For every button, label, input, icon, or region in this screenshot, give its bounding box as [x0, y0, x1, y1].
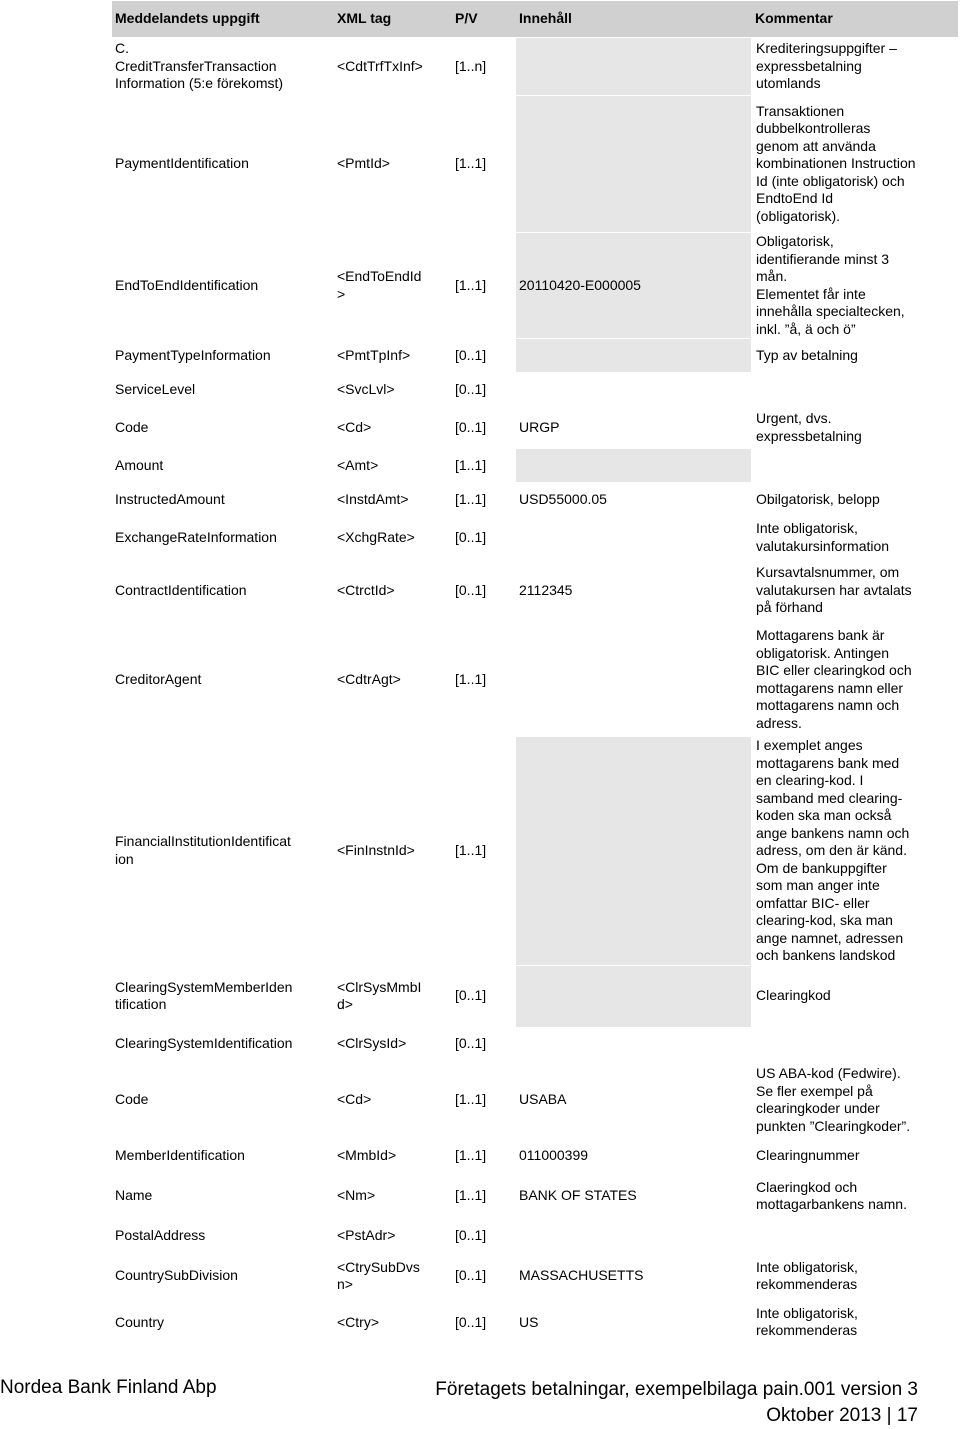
- cell-comment: Inte obligatorisk, rekommenderas: [752, 1253, 958, 1299]
- cell-pv: [0..1]: [452, 339, 516, 373]
- cell-content: BANK OF STATES: [516, 1173, 752, 1219]
- cell-field: EndToEndIdentification: [112, 233, 334, 339]
- cell-xml-tag: <Cd>: [334, 1061, 452, 1139]
- cell-content: 011000399: [516, 1139, 752, 1173]
- cell-field: CreditorAgent: [112, 623, 334, 737]
- cell-xml-tag: <Ctry>: [334, 1299, 452, 1345]
- cell-comment: [752, 449, 958, 483]
- cell-comment: Urgent, dvs. expressbetalning: [752, 407, 958, 449]
- table-row: [112, 1173, 958, 1219]
- header-comment: Kommentar: [752, 1, 958, 38]
- table-row: [112, 373, 958, 407]
- cell-comment: Typ av betalning: [752, 339, 958, 373]
- cell-xml-tag: <ClrSysMmbI d>: [334, 965, 452, 1027]
- cell-pv: [1..1]: [452, 233, 516, 339]
- cell-content: 2112345: [516, 559, 752, 623]
- cell-content: US: [516, 1299, 752, 1345]
- footer-bank-name: Nordea Bank Finland Abp: [0, 1377, 217, 1398]
- footer-document-info: [435, 1377, 918, 1429]
- cell-comment: Clearingnummer: [752, 1139, 958, 1173]
- cell-field: PaymentIdentification: [112, 96, 334, 233]
- cell-content: URGP: [516, 407, 752, 449]
- table-row: [112, 965, 958, 1027]
- cell-pv: [1..1]: [452, 1173, 516, 1219]
- cell-comment: [752, 373, 958, 407]
- cell-field: Code: [112, 1061, 334, 1139]
- cell-comment: Krediteringsuppgifter – expressbetalning utomlands: [752, 38, 958, 96]
- table-row: [112, 407, 958, 449]
- cell-content: [516, 737, 752, 966]
- table-row: [112, 1061, 958, 1139]
- cell-field: Amount: [112, 449, 334, 483]
- cell-pv: [0..1]: [452, 1253, 516, 1299]
- cell-xml-tag: <Cd>: [334, 407, 452, 449]
- cell-field: Country: [112, 1299, 334, 1345]
- cell-xml-tag: <PmtId>: [334, 96, 452, 233]
- cell-xml-tag: <PmtTpInf>: [334, 339, 452, 373]
- cell-field: Code: [112, 407, 334, 449]
- table-row: [112, 517, 958, 559]
- cell-comment: Inte obligatorisk, valutakursinformation: [752, 517, 958, 559]
- cell-field: ClearingSystemMemberIden tification: [112, 965, 334, 1027]
- header-xml-tag: XML tag: [334, 1, 452, 38]
- cell-content: [516, 1027, 752, 1061]
- cell-comment: Obilgatorisk, belopp: [752, 483, 958, 517]
- cell-pv: [1..1]: [452, 1139, 516, 1173]
- table-row: [112, 1027, 958, 1061]
- cell-pv: [1..1]: [452, 737, 516, 966]
- table-body: [112, 38, 958, 1346]
- cell-pv: [1..1]: [452, 449, 516, 483]
- cell-field: ContractIdentification: [112, 559, 334, 623]
- footer-title: Företagets betalningar, exempelbilaga pain.001 version 3: [435, 1379, 918, 1400]
- cell-content: MASSACHUSETTS: [516, 1253, 752, 1299]
- table-row: [112, 559, 958, 623]
- cell-comment: Obligatorisk, identifierande minst 3 mån. Elementet får inte innehålla specialtecken, inkl. ”å, ä och ö”: [752, 233, 958, 339]
- table-row: [112, 339, 958, 373]
- table-row: [112, 1219, 958, 1253]
- cell-xml-tag: <Nm>: [334, 1173, 452, 1219]
- cell-content: [516, 96, 752, 233]
- cell-xml-tag: <CdtrAgt>: [334, 623, 452, 737]
- cell-xml-tag: <CdtTrfTxInf>: [334, 38, 452, 96]
- cell-pv: [1..1]: [452, 483, 516, 517]
- cell-comment: [752, 1219, 958, 1253]
- cell-pv: [0..1]: [452, 373, 516, 407]
- cell-content: [516, 965, 752, 1027]
- cell-pv: [0..1]: [452, 1219, 516, 1253]
- cell-field: ServiceLevel: [112, 373, 334, 407]
- cell-xml-tag: <SvcLvl>: [334, 373, 452, 407]
- cell-field: MemberIdentification: [112, 1139, 334, 1173]
- cell-content: [516, 373, 752, 407]
- header-content: Innehåll: [516, 1, 752, 38]
- cell-content: USD55000.05: [516, 483, 752, 517]
- cell-comment: Kursavtalsnummer, om valutakursen har avtalats på förhand: [752, 559, 958, 623]
- cell-pv: [0..1]: [452, 559, 516, 623]
- cell-field: PaymentTypeInformation: [112, 339, 334, 373]
- cell-field: PostalAddress: [112, 1219, 334, 1253]
- cell-xml-tag: <CtrySubDvs n>: [334, 1253, 452, 1299]
- footer-page: Oktober 2013 | 17: [766, 1405, 918, 1426]
- cell-pv: [0..1]: [452, 517, 516, 559]
- cell-content: [516, 38, 752, 96]
- cell-xml-tag: <MmbId>: [334, 1139, 452, 1173]
- cell-xml-tag: <Amt>: [334, 449, 452, 483]
- cell-content: [516, 449, 752, 483]
- cell-field: ClearingSystemIdentification: [112, 1027, 334, 1061]
- cell-pv: [0..1]: [452, 407, 516, 449]
- cell-comment: [752, 1027, 958, 1061]
- cell-field: ExchangeRateInformation: [112, 517, 334, 559]
- cell-content: [516, 339, 752, 373]
- cell-field: Name: [112, 1173, 334, 1219]
- cell-xml-tag: <FinInstnId>: [334, 737, 452, 966]
- table-row: [112, 1253, 958, 1299]
- cell-pv: [1..1]: [452, 96, 516, 233]
- cell-content: [516, 623, 752, 737]
- cell-comment: US ABA-kod (Fedwire). Se fler exempel på clearingkoder under punkten ”Clearingkoder”.: [752, 1061, 958, 1139]
- cell-pv: [0..1]: [452, 1027, 516, 1061]
- cell-pv: [1..1]: [452, 1061, 516, 1139]
- table-row: [112, 1299, 958, 1345]
- table-row: [112, 623, 958, 737]
- cell-content: 20110420-E000005: [516, 233, 752, 339]
- cell-xml-tag: <PstAdr>: [334, 1219, 452, 1253]
- cell-field: C. CreditTransferTransaction Information (5:e förekomst): [112, 38, 334, 96]
- cell-pv: [0..1]: [452, 1299, 516, 1345]
- cell-field: CountrySubDivision: [112, 1253, 334, 1299]
- table-row: [112, 38, 958, 96]
- cell-xml-tag: <ClrSysId>: [334, 1027, 452, 1061]
- table-row: [112, 96, 958, 233]
- cell-xml-tag: <XchgRate>: [334, 517, 452, 559]
- cell-field: InstructedAmount: [112, 483, 334, 517]
- table-header-row: [112, 1, 958, 38]
- table-row: [112, 233, 958, 339]
- table-row: [112, 483, 958, 517]
- cell-xml-tag: <CtrctId>: [334, 559, 452, 623]
- cell-pv: [1..n]: [452, 38, 516, 96]
- cell-comment: Claeringkod och mottagarbankens namn.: [752, 1173, 958, 1219]
- cell-content: USABA: [516, 1061, 752, 1139]
- cell-comment: I exemplet anges mottagarens bank med en clearing-kod. I samband med clearing- koden ska man också ange bankens namn och adress, om den är känd. Om de bankuppgifter som man anger inte omfattar BIC- eller clearing-kod, ska man ange namnet, adressen och bankens landskod: [752, 737, 958, 966]
- cell-xml-tag: <EndToEndId >: [334, 233, 452, 339]
- cell-content: [516, 1219, 752, 1253]
- cell-pv: [0..1]: [452, 965, 516, 1027]
- cell-comment: Mottagarens bank är obligatorisk. Antingen BIC eller clearingkod och mottagarens namn eller mottagarens namn och adress.: [752, 623, 958, 737]
- cell-pv: [1..1]: [452, 623, 516, 737]
- header-field: Meddelandets uppgift: [112, 1, 334, 38]
- header-pv: P/V: [452, 1, 516, 38]
- table-row: [112, 737, 958, 966]
- cell-comment: Inte obligatorisk, rekommenderas: [752, 1299, 958, 1345]
- message-table: [112, 0, 958, 1345]
- cell-xml-tag: <InstdAmt>: [334, 483, 452, 517]
- cell-content: [516, 517, 752, 559]
- table-row: [112, 449, 958, 483]
- cell-comment: Clearingkod: [752, 965, 958, 1027]
- cell-comment: Transaktionen dubbelkontrolleras genom att använda kombinationen Instruction Id (inte obligatorisk) och EndtoEnd Id (obligatorisk).: [752, 96, 958, 233]
- cell-field: FinancialInstitutionIdentificat ion: [112, 737, 334, 966]
- table-row: [112, 1139, 958, 1173]
